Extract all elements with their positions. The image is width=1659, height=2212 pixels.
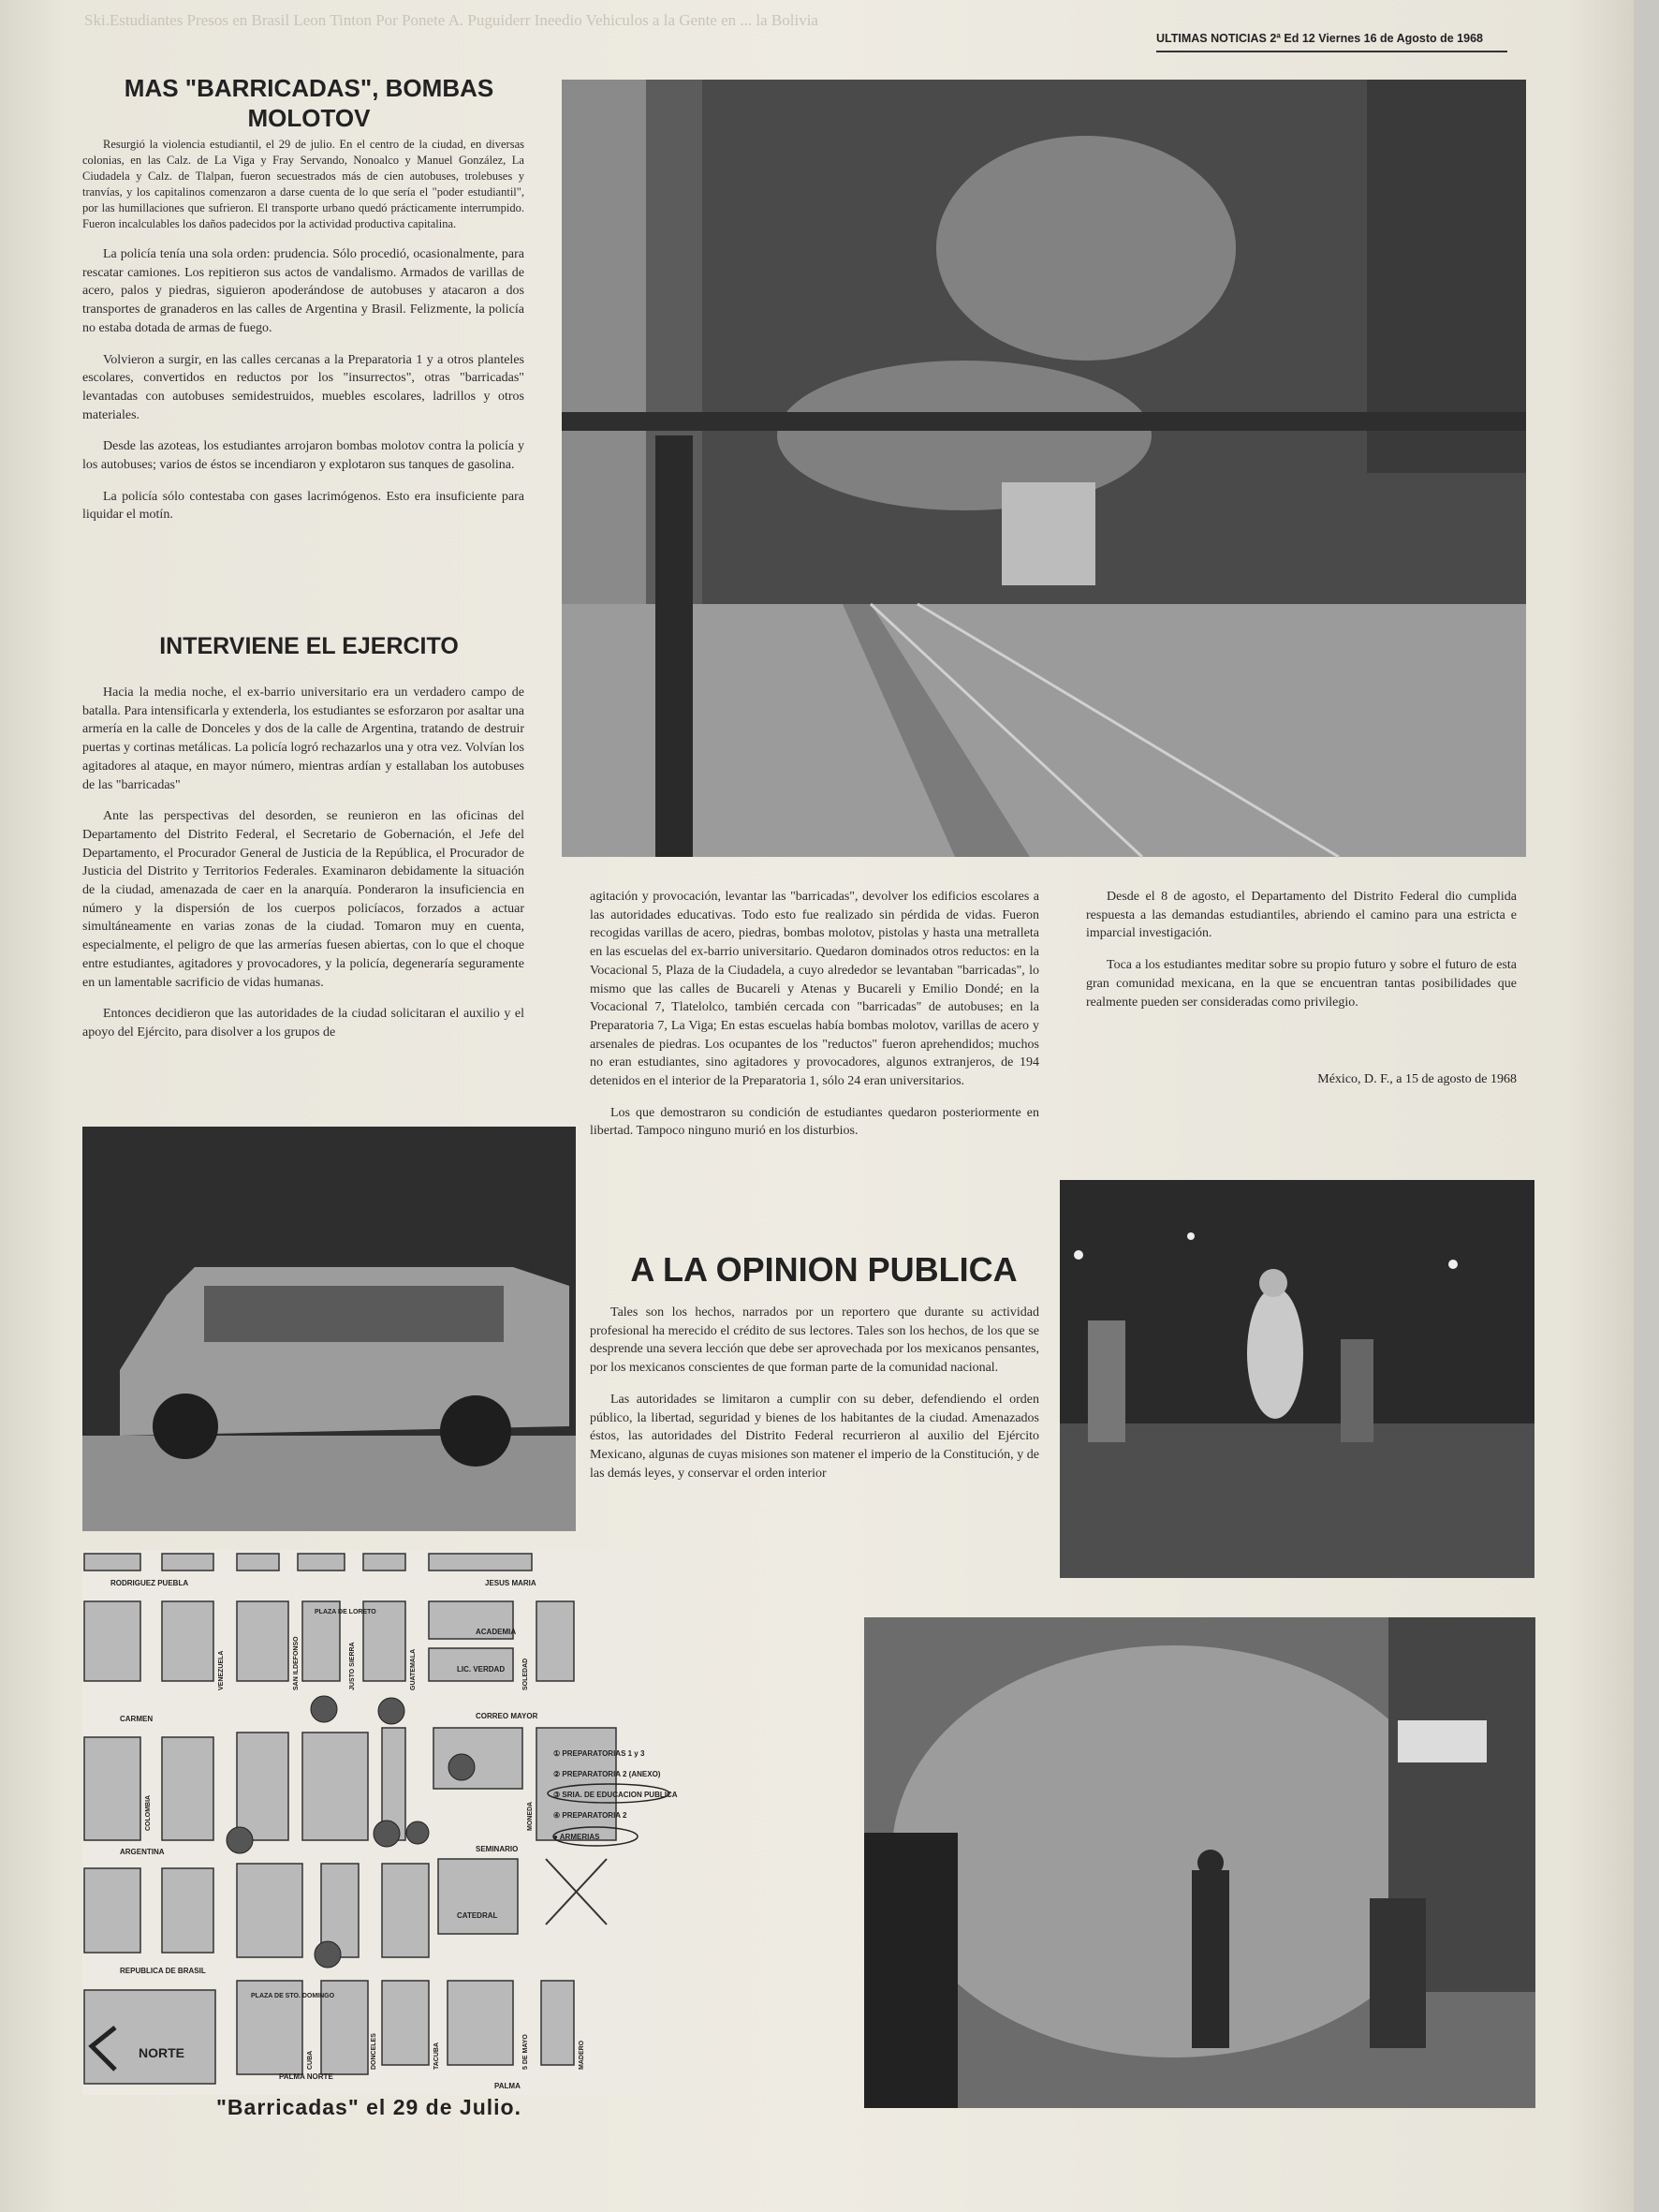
masthead — [1156, 32, 1507, 52]
map-drawing — [82, 1550, 678, 2095]
paragraph: Toca a los estudiantes meditar sobre su propio futuro y sobre el futuro de esta gran comunidad mexicana, en la que se encuentran tantas posibilidades que realmente pueden ser consideradas como privilegio. — [1086, 958, 1517, 1010]
map-street-label: RODRIGUEZ PUEBLA — [110, 1579, 189, 1587]
map-street-label: CUBA — [307, 2050, 314, 2070]
paragraph: Los que demostraron su condición de estudiantes quedaron posteriormente en libertad. Tampoco ninguno murió en los disturbios. — [590, 1105, 1039, 1139]
paragraph: La policía tenía una sola orden: prudencia. Sólo procedió, ocasionalmente, para rescatar camiones. Los repitieron sus actos de vandalismo. Armados de varillas de acero, palos y piedras, siguieron apoderándose de autobuses y atacaron a dos transportes de granaderos en las calles de Argentina y Brasil. Felizmente, la policía no estaba dotada de armas de fuego. — [82, 247, 524, 335]
map-street-label: TACUBA — [433, 2042, 440, 2070]
map-place-label: CATEDRAL — [457, 1911, 498, 1920]
map-place-label: LIC. VERDAD — [457, 1665, 506, 1674]
article-continuation — [590, 888, 1039, 1154]
photo-night-crowd — [1060, 1180, 1534, 1578]
map-caption: "Barricadas" el 29 de Julio. — [216, 2095, 521, 2119]
map-street-label: SAN ILDEFONSO — [293, 1636, 300, 1690]
map-street-label: PALMA — [494, 2082, 521, 2090]
paragraph: Desde las azoteas, los estudiantes arrojaron bombas molotov contra la policía y los autobuses; varios de éstos se incendiaron y explotaron sus tanques de gasolina. — [82, 439, 524, 473]
map-street-label: ACADEMIA — [476, 1628, 517, 1636]
map-street-label: SOLEDAD — [522, 1658, 529, 1690]
map-street-label: VENEZUELA — [218, 1650, 225, 1690]
paragraph: La policía sólo contestaba con gases lacrimógenos. Esto era insuficiente para liquidar el motín. — [82, 489, 524, 523]
map-street-label: MONEDA — [527, 1801, 534, 1831]
photo-burning-bus-street — [562, 80, 1526, 857]
paragraph: Las autoridades se limitaron a cumplir con su deber, defendiendo el orden público, la libertad, seguridad y bienes de los habitantes de la ciudad. Amenazados éstos, las autoridades del Distrito Federal recurrieron al auxilio del Ejército Mexicano, algunas de cuyas misiones son matener el imperio de la Constitución, y de las demás leyes, y conservar el orden interior — [590, 1392, 1039, 1481]
article-conclusion — [1086, 888, 1517, 1025]
map-street-label: CARMEN — [120, 1715, 154, 1723]
map-street-label: COLOMBIA — [145, 1794, 152, 1831]
street-map — [82, 1550, 678, 2095]
page-edge — [1634, 0, 1659, 2212]
photo-image — [1060, 1180, 1534, 1578]
dateline: México, D. F., a 15 de agosto de 1968 — [1317, 1072, 1517, 1086]
legend-label: PREPARATORIA 2 (ANEXO) — [562, 1770, 661, 1778]
map-street-label: JUSTO SIERRA — [349, 1642, 356, 1690]
legend-label: ARMERIAS — [559, 1833, 600, 1841]
map-street-label: 5 DE MAYO — [522, 2034, 529, 2070]
legend-item: ① PREPARATORIAS 1 y 3 — [553, 1749, 645, 1758]
legend-item: ● ARMERIAS — [553, 1833, 600, 1841]
headline-barricadas: MAS "BARRICADAS", BOMBAS MOLOTOV — [124, 74, 494, 132]
article-ejercito — [82, 684, 524, 1055]
paragraph: Hacia la media noche, el ex-barrio universitario era un verdadero campo de batalla. Para intensificarla y extenderla, los estudiantes se esforzaron por asaltar una armería en la calle de Donceles y dos de la calle de Argentina, tratando de destruir puertas y cortinas metálicas. La policía logró rechazarlos una y otra vez. Volvían los agitadores al ataque, en mayor número, mientras ardían y estallaban los autobuses de las "barricadas" — [82, 686, 524, 792]
article-barricadas — [82, 137, 524, 538]
legend-item: ④ PREPARATORIA 2 — [553, 1811, 627, 1820]
article-opinion-publica — [590, 1304, 1039, 1496]
issue-date: Viernes 16 de Agosto de 1968 — [1318, 32, 1483, 45]
photo-police-tear-gas — [864, 1617, 1535, 2108]
map-street-label: PALMA NORTE — [279, 2072, 333, 2081]
map-street-label: GUATEMALA — [410, 1648, 417, 1690]
paragraph: Volvieron a surgir, en las calles cercanas a la Preparatoria 1 y a otros planteles escolares, convertidos en reductos por los "insurrectos", otras "barricadas" levantadas con autobuses semidestruidos, muebles escolares, ladrillos y otros materiales. — [82, 352, 524, 422]
photo-image — [864, 1617, 1535, 2108]
bleed-through-text: Ski.Estudiantes Presos en Brasil Leon Tinton Por Ponete A. Puguiderr Ineedio Vehiculos a la Gente en ... la Bolivia — [84, 11, 818, 29]
photo-image — [562, 80, 1526, 857]
legend-item: ② PREPARATORIA 2 (ANEXO) — [553, 1770, 661, 1778]
paragraph: Ante las perspectivas del desorden, se reunieron en las oficinas del Departamento del Distrito Federal, el Secretario de Gobernación, el Jefe del Departamento, el Procurador General de Justicia de la República, el Procurador de Justicia del Distrito y Territorios Federales. Examinaron debidamente la situación de la ciudad, amenazada de caer en la anarquía. Ponderaron la insuficiencia en número y la dispersión de los cuerpos policíacos, forzados a actuar simultáneamente en varias zonas de la ciudad. Tomaron muy en cuenta, especialmente, el peligro de que las armerías fuesen abiertas, con lo que el choque entre estudiantes, agitadores y provocadores, y la policía, degeneraría seguramente en un lamentable sacrificio de vidas humanas. — [82, 809, 524, 990]
map-street-label: REPUBLICA DE BRASIL — [120, 1967, 206, 1975]
map-place-label: PLAZA DE STO. DOMINGO — [251, 1993, 335, 1999]
map-street-label: ARGENTINA — [120, 1848, 165, 1856]
map-street-label: JESUS MARIA — [485, 1579, 536, 1587]
headline-opinion-publica: A LA OPINION PUBLICA — [630, 1250, 1018, 1289]
map-street-label: CORREO MAYOR — [476, 1712, 538, 1720]
legend-label: PREPARATORIA 2 — [562, 1811, 627, 1820]
map-street-label: DONCELES — [371, 2033, 377, 2070]
paper-name: ULTIMAS NOTICIAS — [1156, 32, 1267, 45]
lead-paragraph: Resurgió la violencia estudiantil, el 29 de julio. En el centro de la ciudad, en diversas colonias, en las Calz. de La Viga y Fray Servando, Nonoalco y Manuel González, La Ciudadela y Calz. de Tlalpan, fueron secuestrados más de cien autobuses, trolebuses y tranvías, y los capitalinos comenzaron a darse cuenta de lo que sería el "poder estudiantil", por las humillaciones que sufrieron. El transporte urbano quedó prácticamente interrumpido. Fueron incalculables los daños padecidos por la actividad productiva capitalina. — [82, 138, 524, 230]
paragraph: agitación y provocación, levantar las "barricadas", devolver los edificios escolares a las autoridades educativas. Todo esto fue realizado sin pérdida de vidas. Fueron recogidas varillas de acero, piedras, bombas molotov, pistolas y hasta una metralleta en las escuelas del ex-barrio universitario. Quedaron dominados otros reductos: en la Vocacional 5, Plaza de la Ciudadela, a cuyo alrededor se levantaban "barricadas", lo mismo que las calles de Bucareli y Atenas y Bucareli y Emilio Dondé; en la Vocacional 7, Tlatelolco, también cercada con "barricadas" de autobuses; en la Preparatoria 7, La Viga; En estas escuelas había bombas molotov, varillas de acero y arsenales de piedras. Los ocupantes de los "reductos" fueron aprehendidos; muchos no eran estudiantes, sino agitadores y provocadores, algunos extranjeros, de 194 detenidos en el interior de la Preparatoria 1, sólo 24 eran universitarios. — [590, 890, 1039, 1089]
photo-burned-bus — [82, 1127, 576, 1531]
edition: 2ª Ed — [1270, 32, 1299, 45]
legend-item: ③ SRIA. DE EDUCACION PUBLICA — [553, 1791, 678, 1799]
photo-image — [82, 1127, 576, 1531]
legend-label: SRIA. DE EDUCACION PUBLICA — [562, 1791, 678, 1799]
page-number: 12 — [1301, 32, 1315, 45]
map-place-label: PLAZA DE LORETO — [315, 1609, 376, 1615]
map-street-label: SEMINARIO — [476, 1845, 519, 1853]
north-label: NORTE — [139, 2045, 184, 2060]
paragraph: Entonces decidieron que las autoridades de la ciudad solicitaran el auxilio y el apoyo del Ejército, para disolver a los grupos de — [82, 1007, 524, 1040]
paragraph: Desde el 8 de agosto, el Departamento del Distrito Federal dio cumplida respuesta a las demandas estudiantiles, abriendo el camino para una estricta e imparcial investigación. — [1086, 890, 1517, 941]
legend-label: PREPARATORIAS 1 y 3 — [562, 1749, 645, 1758]
paragraph: Tales son los hechos, narrados por un reportero que durante su actividad profesional ha merecido el crédito de sus lectores. Tales son los hechos, de los que se desprende una severa lección que debe ser aprovechada por los mexicanos pensantes, por los mexicanos conscientes de que forman parte de la comunidad nacional. — [590, 1305, 1039, 1376]
map-street-label: MADERO — [579, 2040, 585, 2070]
headline-ejercito: INTERVIENE EL EJERCITO — [159, 633, 459, 659]
